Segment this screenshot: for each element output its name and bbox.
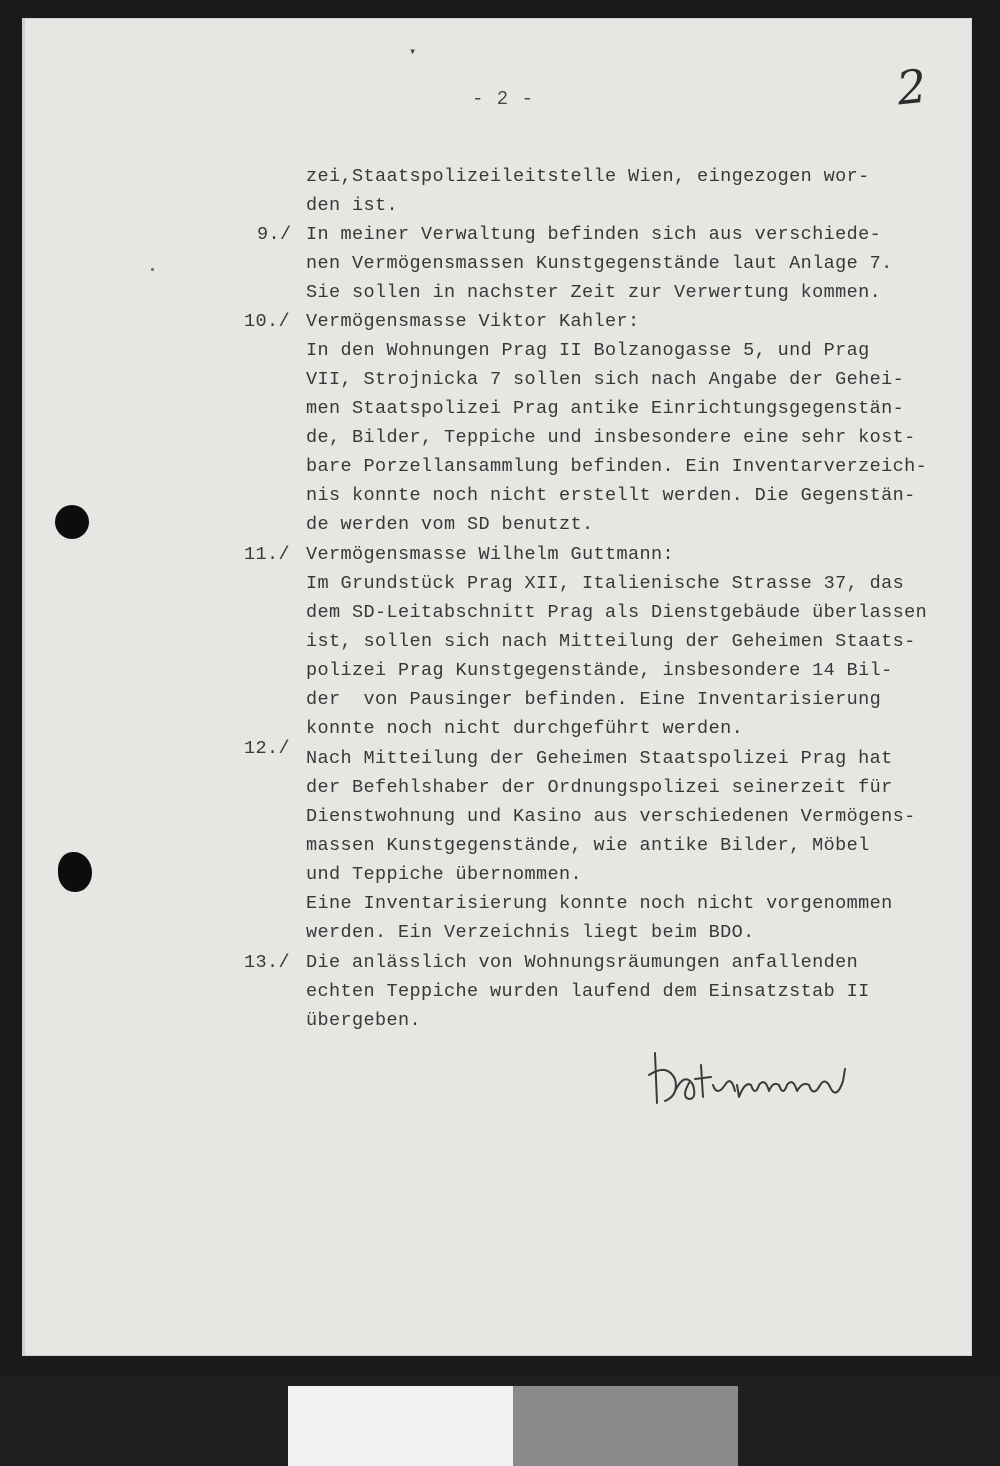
text-line: der Befehlshaber der Ordnungspolizei seinerzeit für xyxy=(306,777,893,798)
text-line: Dienstwohnung und Kasino aus verschiedenen Vermögens- xyxy=(306,806,916,827)
text-line: Die anlässlich von Wohnungsräumungen anfallenden xyxy=(306,952,859,973)
ink-mark: ▾ xyxy=(409,45,417,59)
text-line: Im Grundstück Prag XII, Italienische Strasse 37, das xyxy=(306,573,905,594)
text-line: den ist. xyxy=(306,195,399,216)
page-number: - 2 - xyxy=(472,88,535,110)
text-line: konnte noch nicht durchgeführt werden. xyxy=(306,718,744,739)
text-line: bare Porzellansammlung befinden. Ein Inventarverzeich- xyxy=(306,456,928,477)
color-calibration-gray xyxy=(513,1386,738,1466)
text-line: dem SD-Leitabschnitt Prag als Dienstgebäude überlassen xyxy=(306,602,928,623)
text-line: polizei Prag Kunstgegenstände, insbesondere 14 Bil- xyxy=(306,660,893,681)
handwritten-folio-number: 2 xyxy=(894,58,930,116)
text-line: und Teppiche übernommen. xyxy=(306,864,583,885)
text-line: de werden vom SD benutzt. xyxy=(306,514,594,535)
text-line: ist, sollen sich nach Mitteilung der Geheimen Staats- xyxy=(306,631,916,652)
text-line: Vermögensmasse Wilhelm Guttmann: xyxy=(306,544,675,565)
text-line: werden. Ein Verzeichnis liegt beim BDO. xyxy=(306,922,755,943)
text-line: Sie sollen in nachster Zeit zur Verwertung kommen. xyxy=(306,282,882,303)
text-line: In meiner Verwaltung befinden sich aus verschiede- xyxy=(306,224,882,245)
text-line: Nach Mitteilung der Geheimen Staatspolizei Prag hat xyxy=(306,748,893,769)
text-line: echten Teppiche wurden laufend dem Einsatzstab II xyxy=(306,981,870,1002)
item-number: 11./ xyxy=(244,544,291,565)
item-number: 10./ xyxy=(244,311,291,332)
text-line: de, Bilder, Teppiche und insbesondere eine sehr kost- xyxy=(306,427,916,448)
text-line: VII, Strojnicka 7 sollen sich nach Angabe der Gehei- xyxy=(306,369,905,390)
text-line: der von Pausinger befinden. Eine Inventarisierung xyxy=(306,689,882,710)
item-number: 9./ xyxy=(257,224,292,245)
text-line: Eine Inventarisierung konnte noch nicht vorgenommen xyxy=(306,893,893,914)
text-line: massen Kunstgegenstände, wie antike Bilder, Möbel xyxy=(306,835,870,856)
text-line: In den Wohnungen Prag II Bolzanogasse 5, und Prag xyxy=(306,340,870,361)
text-line: men Staatspolizei Prag antike Einrichtungsgegenstän- xyxy=(306,398,905,419)
item-number: 12./ xyxy=(244,738,291,759)
color-calibration-white xyxy=(288,1386,513,1466)
item-number: 13./ xyxy=(244,952,291,973)
text-line: nis konnte noch nicht erstellt werden. Die Gegenstän- xyxy=(306,485,916,506)
text-line: nen Vermögensmassen Kunstgegenstände laut Anlage 7. xyxy=(306,253,893,274)
text-line: zei,Staatspolizeileitstelle Wien, eingezogen wor- xyxy=(306,166,870,187)
handwritten-signature xyxy=(645,1045,855,1115)
text-line: übergeben. xyxy=(306,1010,422,1031)
text-line: Vermögensmasse Viktor Kahler: xyxy=(306,311,640,332)
